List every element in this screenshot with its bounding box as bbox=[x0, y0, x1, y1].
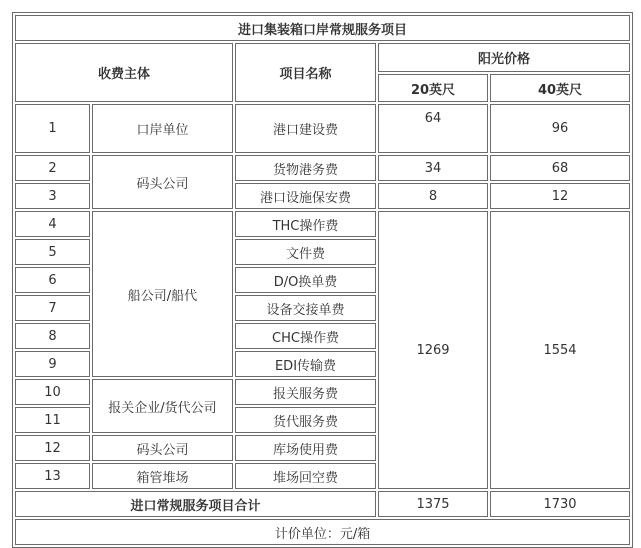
row-number: 7 bbox=[15, 295, 90, 321]
row-number: 3 bbox=[15, 183, 90, 209]
row-item: 港口建设费 bbox=[235, 104, 376, 153]
table-row bbox=[15, 155, 630, 181]
table-title: 进口集装箱口岸常规服务项目 bbox=[15, 15, 630, 41]
row-subject: 报关企业/货代公司 bbox=[92, 379, 233, 433]
row-number: 5 bbox=[15, 239, 90, 265]
row-item: 设备交接单费 bbox=[235, 295, 376, 321]
row-item: 库场使用费 bbox=[235, 435, 376, 461]
row-price-20ft: 64 bbox=[378, 104, 488, 153]
row-price-40ft: 68 bbox=[490, 155, 630, 181]
unit-footnote: 计价单位：元/箱 bbox=[15, 519, 630, 545]
header-item-name: 项目名称 bbox=[235, 43, 376, 102]
row-item: EDI传输费 bbox=[235, 351, 376, 377]
row-number: 13 bbox=[15, 463, 90, 489]
row-number: 10 bbox=[15, 379, 90, 405]
row-item: D/O换单费 bbox=[235, 267, 376, 293]
row-number: 12 bbox=[15, 435, 90, 461]
row-item: 堆场回空费 bbox=[235, 463, 376, 489]
row-item: 货代服务费 bbox=[235, 407, 376, 433]
row-subject: 口岸单位 bbox=[92, 104, 233, 153]
header-20ft: 20英尺 bbox=[378, 74, 488, 102]
row-subject: 箱管堆场 bbox=[92, 463, 233, 489]
row-number: 1 bbox=[15, 104, 90, 153]
row-price-40ft: 12 bbox=[490, 183, 630, 209]
header-subject: 收费主体 bbox=[15, 43, 233, 102]
row-price-40ft: 96 bbox=[490, 104, 630, 153]
total-label: 进口常规服务项目合计 bbox=[15, 491, 376, 517]
row-number: 11 bbox=[15, 407, 90, 433]
row-number: 9 bbox=[15, 351, 90, 377]
row-subject: 码头公司 bbox=[92, 435, 233, 461]
import-container-fee-table bbox=[12, 12, 633, 548]
total-row bbox=[15, 491, 630, 517]
row-item: THC操作费 bbox=[235, 211, 376, 237]
row-subject: 船公司/船代 bbox=[92, 211, 233, 377]
row-number: 2 bbox=[15, 155, 90, 181]
row-item: 报关服务费 bbox=[235, 379, 376, 405]
header-price: 阳光价格 bbox=[378, 43, 630, 72]
table-row bbox=[15, 104, 630, 153]
row-item: 文件费 bbox=[235, 239, 376, 265]
row-item: CHC操作费 bbox=[235, 323, 376, 349]
row-item: 港口设施保安费 bbox=[235, 183, 376, 209]
row-subject: 码头公司 bbox=[92, 155, 233, 209]
row-number: 8 bbox=[15, 323, 90, 349]
total-price-40ft: 1730 bbox=[490, 491, 630, 517]
row-number: 6 bbox=[15, 267, 90, 293]
row-number: 4 bbox=[15, 211, 90, 237]
row-price-20ft: 34 bbox=[378, 155, 488, 181]
merged-price-20ft: 1269 bbox=[378, 211, 488, 489]
table-row bbox=[15, 211, 630, 237]
merged-price-40ft: 1554 bbox=[490, 211, 630, 489]
total-price-20ft: 1375 bbox=[378, 491, 488, 517]
header-40ft: 40英尺 bbox=[490, 74, 630, 102]
row-price-20ft: 8 bbox=[378, 183, 488, 209]
row-item: 货物港务费 bbox=[235, 155, 376, 181]
